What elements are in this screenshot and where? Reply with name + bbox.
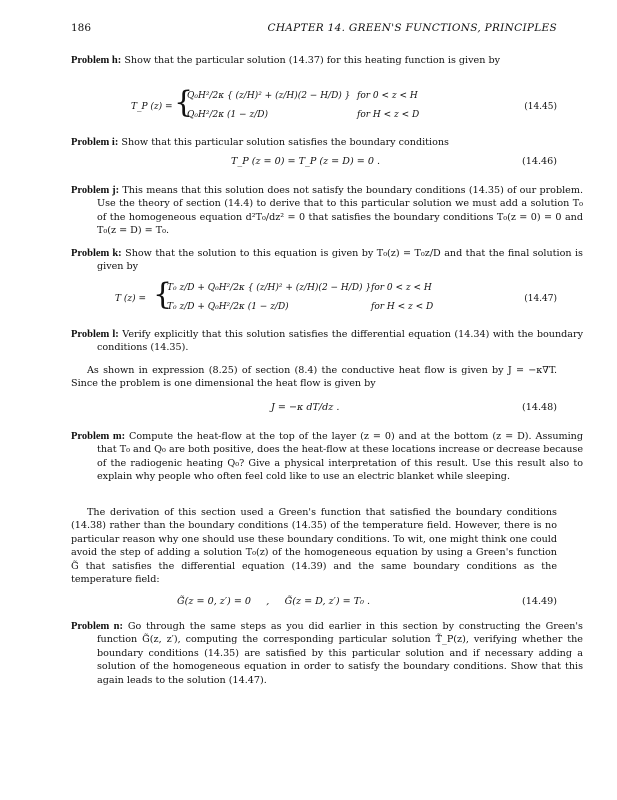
case-2: T₀ z/D + Q₀H²/2κ (1 − z/D) — [167, 302, 289, 312]
equation-14-45 — [71, 85, 557, 128]
problem-label: Problem l: — [71, 329, 119, 340]
equation-body: T_P (z = 0) = T_P (z = D) = 0 . — [231, 156, 381, 167]
problem-j — [71, 184, 583, 238]
equation-number: (14.45) — [524, 102, 557, 112]
problem-text: Go through the same steps as you did earlier in this section by constructing the Green's function G̃(z, z′), computing the corresponding particular solution T̃_P(z), verifying whether the boundary conditions (14.35) are satisfied by this particular solution and if necessary adding a solution of the homogeneous equation in order to satisfy the boundary conditions. Show that this again leads to the solution (14.47). — [97, 621, 583, 686]
problem-text: Show that the solution to this equation is given by T₀(z) = T₀z/D and that the final solution is given by — [97, 248, 583, 273]
problem-label: Problem i: — [71, 137, 119, 148]
equation-number: (14.47) — [524, 294, 557, 304]
problem-n — [71, 620, 583, 687]
problem-h — [71, 54, 583, 67]
equation-body: G̃(z = 0, z′) = 0 , G̃(z = D, z′) = T₀ . — [177, 596, 371, 607]
condition-2: for H < z < D — [371, 302, 434, 312]
problem-k — [71, 247, 583, 274]
brace: { — [174, 85, 194, 120]
condition-1: for 0 < z < H — [357, 91, 418, 101]
equation-number: (14.48) — [522, 402, 557, 413]
problem-l — [71, 328, 583, 355]
problem-label: Problem j: — [71, 185, 120, 196]
problem-text: Compute the heat-flow at the top of the layer (z = 0) and at the bottom (z = D). Assuming that T₀ and Q₀ are both positive, does the heat-flow at these locations increase or decrease because of the radiogenic heating Q₀? Give a physical interpretation of this result. Use this result also to explain why people who often feel cold like to use an electric blanket while sleeping. — [97, 431, 583, 483]
problem-text: Verify explicitly that this solution satisfies the differential equation (14.34) with the boundary conditions (14.35). — [97, 329, 583, 354]
condition-2: for H < z < D — [357, 110, 420, 120]
paragraph-heat-flow: As shown in expression (8.25) of section (8.4) the conductive heat flow is given by J = −κ∇T. Since the problem is one dimensional the heat flow is given by — [71, 365, 557, 390]
equation-14-46 — [71, 152, 557, 176]
equation-lhs: T_P (z) = — [131, 102, 173, 112]
brace: { — [153, 277, 173, 312]
problem-text: This means that this solution does not satisfy the boundary conditions (14.35) of our problem. Use the theory of section (14.4) to derive that to this particular solution we must add a solution T₀ of the homogeneous equation d²T₀/dz² = 0 that satisfies the boundary conditions T₀(z = 0) = 0 and T₀(z = D) = T₀. — [97, 185, 583, 237]
equation-14-47 — [71, 277, 557, 320]
equation-14-48 — [71, 398, 557, 424]
case-1: T₀ z/D + Q₀H²/2κ { (z/H)² + (z/H)(2 − H/D) } — [167, 283, 372, 293]
problem-m — [71, 430, 583, 484]
paragraph-derivation: The derivation of this section used a Green's function that satisfied the boundary conditions (14.38) rather than the boundary conditions (14.35) of the temperature field. However, there is no particular reason why one should use these boundary conditions. To wit, one might think one could avoid the step of adding a solution T₀(z) of the homogeneous equation by using a Green's function G̃ that satisfies the differential equation (14.39) and the same boundary conditions as the temperature field: — [71, 507, 557, 586]
case-1: Q₀H²/2κ { (z/H)² + (z/H)(2 − H/D) } — [187, 91, 351, 101]
equation-14-49 — [71, 592, 557, 616]
equation-body: J = −κ dT/dz . — [271, 402, 340, 413]
equation-number: (14.49) — [522, 596, 557, 607]
page-number: 186 — [71, 22, 92, 34]
equation-number: (14.46) — [522, 156, 557, 167]
problem-label: Problem k: — [71, 248, 122, 259]
problem-text: Show that the particular solution (14.37) for this heating function is given by — [124, 55, 501, 66]
chapter-title: CHAPTER 14. GREEN'S FUNCTIONS, PRINCIPLES — [267, 22, 557, 34]
case-2: Q₀H²/2κ (1 − z/D) — [187, 110, 268, 120]
problem-i — [71, 136, 583, 149]
problem-label: Problem m: — [71, 431, 126, 442]
problem-text: Show that this particular solution satisfies the boundary conditions — [121, 137, 449, 148]
equation-lhs: T (z) = — [115, 294, 147, 304]
condition-1: for 0 < z < H — [371, 283, 432, 293]
problem-label: Problem n: — [71, 621, 124, 632]
problem-label: Problem h: — [71, 55, 122, 66]
